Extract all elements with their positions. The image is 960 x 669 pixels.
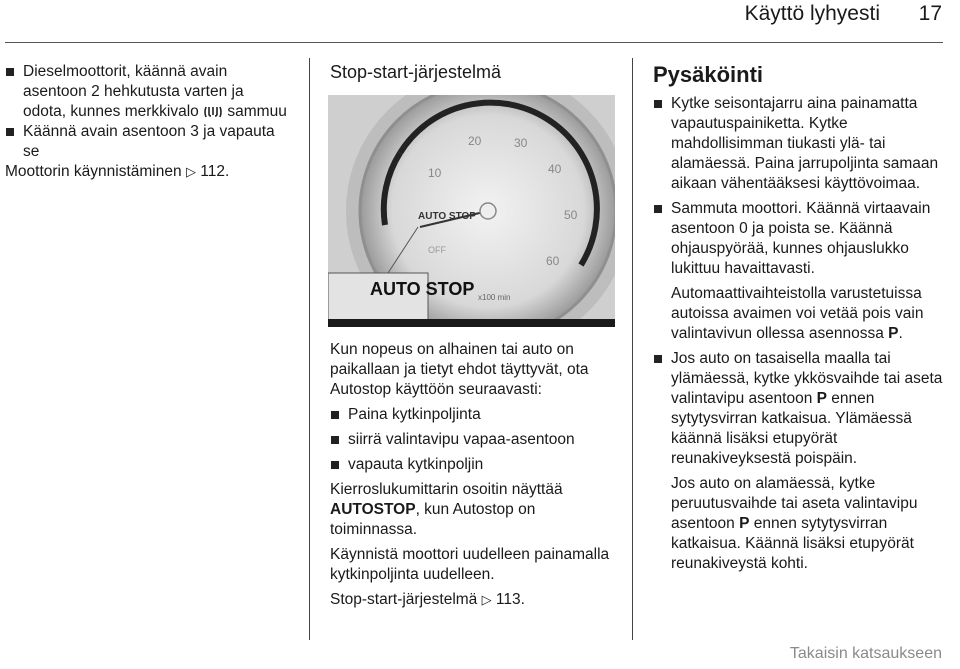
running-header-title: Käyttö lyhyesti <box>744 2 880 25</box>
tick-label: 50 <box>564 208 578 222</box>
bold-term: P <box>888 325 899 342</box>
bold-term: P <box>816 390 827 407</box>
bold-term: P <box>739 515 750 532</box>
list-item <box>653 199 948 279</box>
back-to-overview-link[interactable]: Takaisin katsaukseen <box>789 645 942 662</box>
autostop-scale-label: AUTO STOP <box>418 211 476 222</box>
tick-label: 30 <box>514 136 528 150</box>
cross-reference-page[interactable]: 113. <box>495 591 525 608</box>
column-2 <box>330 340 620 610</box>
downhill-paragraph <box>653 474 948 574</box>
page-reference-icon: ▷ <box>185 164 196 179</box>
paragraph-text: . <box>898 325 903 342</box>
tick-label: 60 <box>546 254 560 268</box>
list-item <box>5 62 290 122</box>
header-divider <box>5 42 943 43</box>
bullet-text: Dieselmoottorit, käännä avain asentoon 2 hehkutusta varten ja odota, kunnes merkkivalo <box>23 63 244 120</box>
paragraph-text: ennen sytytysvirran katkaisua. Käännä lisäksi etupyörät reunakiveystä kohti. <box>671 515 914 572</box>
list-item <box>653 349 948 469</box>
list-item <box>653 94 948 194</box>
list-item <box>330 455 620 475</box>
inset-autostop-label: AUTO STOP <box>370 279 475 299</box>
automatic-transmission-paragraph <box>653 284 948 344</box>
page-reference-icon: ▷ <box>481 592 492 607</box>
section-heading-stop-start: Stop-start-järjestelmä <box>330 62 502 82</box>
bullet-text: Käännä avain asentoon 3 ja vapauta se <box>23 123 275 160</box>
off-scale-label: OFF <box>428 245 446 255</box>
glow-plug-icon <box>203 104 223 120</box>
list-item-text: Sammuta moottori. Käännä virtaavain asentoon 0 ja poista se. Käännä ohjauspyörää, kunnes ohjauslukko lukittuu havaittavasti. <box>671 200 931 277</box>
tick-label: 20 <box>468 134 482 148</box>
tachometer-illustration <box>328 95 615 327</box>
column-3 <box>653 94 948 574</box>
list-item <box>5 122 290 162</box>
list-item <box>330 405 620 425</box>
list-item-text: ennen sytytysvirran katkaisua. Ylämäessä käännä lisäksi etupyörät reunakiveyksestä poispäin. <box>671 390 912 467</box>
unit-label: x100 min <box>478 293 511 302</box>
paragraph-text: Kierroslukumittarin osoitin näyttää <box>330 481 563 498</box>
intro-paragraph: Kun nopeus on alhainen tai auto on paikallaan ja tietyt ehdot täyttyvät, ota Autostop käyttöön seuraavasti: <box>330 341 589 398</box>
list-item <box>330 430 620 450</box>
section-heading-parking: Pysäköinti <box>653 62 764 87</box>
cross-reference[interactable] <box>330 590 620 610</box>
paragraph-text: , kun Autostop on toiminnassa. <box>330 501 536 538</box>
restart-paragraph: Käynnistä moottori uudelleen painamalla kytkinpoljinta uudelleen. <box>330 546 610 583</box>
autostop-paragraph <box>330 480 620 540</box>
paragraph-text: Jos auto on alamäessä, kytke peruutusvaihde tai aseta valintavipu asentoon <box>671 475 918 532</box>
cross-reference-page[interactable]: 112. <box>200 163 230 180</box>
page-number: 17 <box>918 2 942 25</box>
cross-reference-text[interactable]: Moottorin käynnistäminen <box>5 163 182 180</box>
bold-term: AUTOSTOP <box>330 501 416 518</box>
tick-label: 40 <box>548 162 562 176</box>
column-1 <box>5 62 290 182</box>
list-item-text: siirrä valintavipu vapaa-asentoon <box>348 431 575 448</box>
paragraph-text: Automaattivaihteistolla varustetuissa autoissa avaimen voi vetää pois vain valintavivun ollessa asennossa <box>671 285 924 342</box>
tick-label: 10 <box>428 166 442 180</box>
list-item-text: Jos auto on tasaisella maalla tai ylämäessä, kytke ykkösvaihde tai aseta valintavipu asentoon <box>671 350 943 407</box>
list-item-text: vapauta kytkinpoljin <box>348 456 484 473</box>
cross-reference[interactable] <box>5 162 290 182</box>
column-divider-1 <box>309 58 310 640</box>
column-divider-2 <box>632 58 633 640</box>
list-item-text: Kytke seisontajarru aina painamatta vapautuspainiketta. Kytke mahdollisimman tiukasti ylä- tai alamäessä. Paina jarrupoljinta samaan aikaan vähentääksesi käyttövoimaa. <box>671 95 939 192</box>
list-item-text: Paina kytkinpoljinta <box>348 406 481 423</box>
bullet-text-end: sammuu <box>227 103 287 120</box>
cross-reference-text[interactable]: Stop-start-järjestelmä <box>330 591 478 608</box>
